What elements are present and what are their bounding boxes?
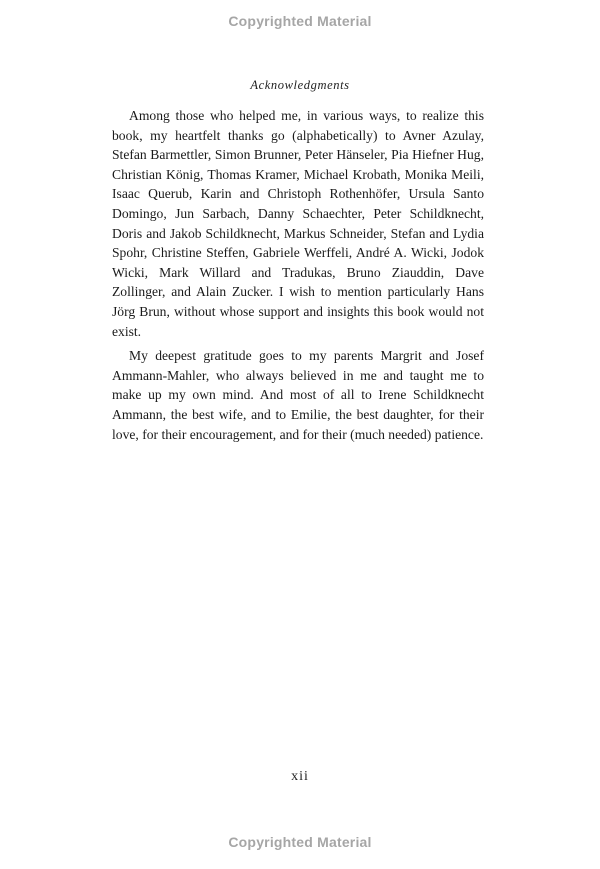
copyright-watermark-top: Copyrighted Material — [228, 13, 372, 29]
running-head: Acknowledgments — [250, 78, 350, 92]
paragraph-1: Among those who helped me, in various ways, to realize this book, my heartfelt thanks go (alphabetically) to Avner Azulay, Stefan Barmettler, Simon Brunner, Peter Hänseler, Pia Hiefner Hug, Christian König, Thomas Kramer, Michael Krobath, Monika Meili, Isaac Querub, Karin and Christoph Rothenhöfer, Ursula Santo Domingo, Jun Sarbach, Danny Schaechter, Peter Schildknecht, Doris and Jakob Schildknecht, Markus Schneider, Stefan and Lydia Spohr, Christine Steffen, Gabriele Werffeli, André A. Wicki, Jodok Wicki, Mark Willard and Tradukas, Bruno Ziauddin, Dave Zollinger, and Alain Zucker. I wish to mention particularly Hans Jörg Brun, without whose support and insights this book would not exist. — [112, 108, 484, 339]
page-number: xii — [291, 769, 309, 784]
page-body — [112, 106, 484, 444]
copyright-watermark-bottom: Copyrighted Material — [228, 834, 372, 850]
paragraph-2: My deepest gratitude goes to my parents Margrit and Josef Ammann-Mahler, who always believed in me and taught me to make up my own mind. And most of all to Irene Schildknecht Ammann, the best wife, and to Emilie, the best daughter, for their love, for their encouragement, and for their (much needed) patience. — [112, 348, 484, 442]
